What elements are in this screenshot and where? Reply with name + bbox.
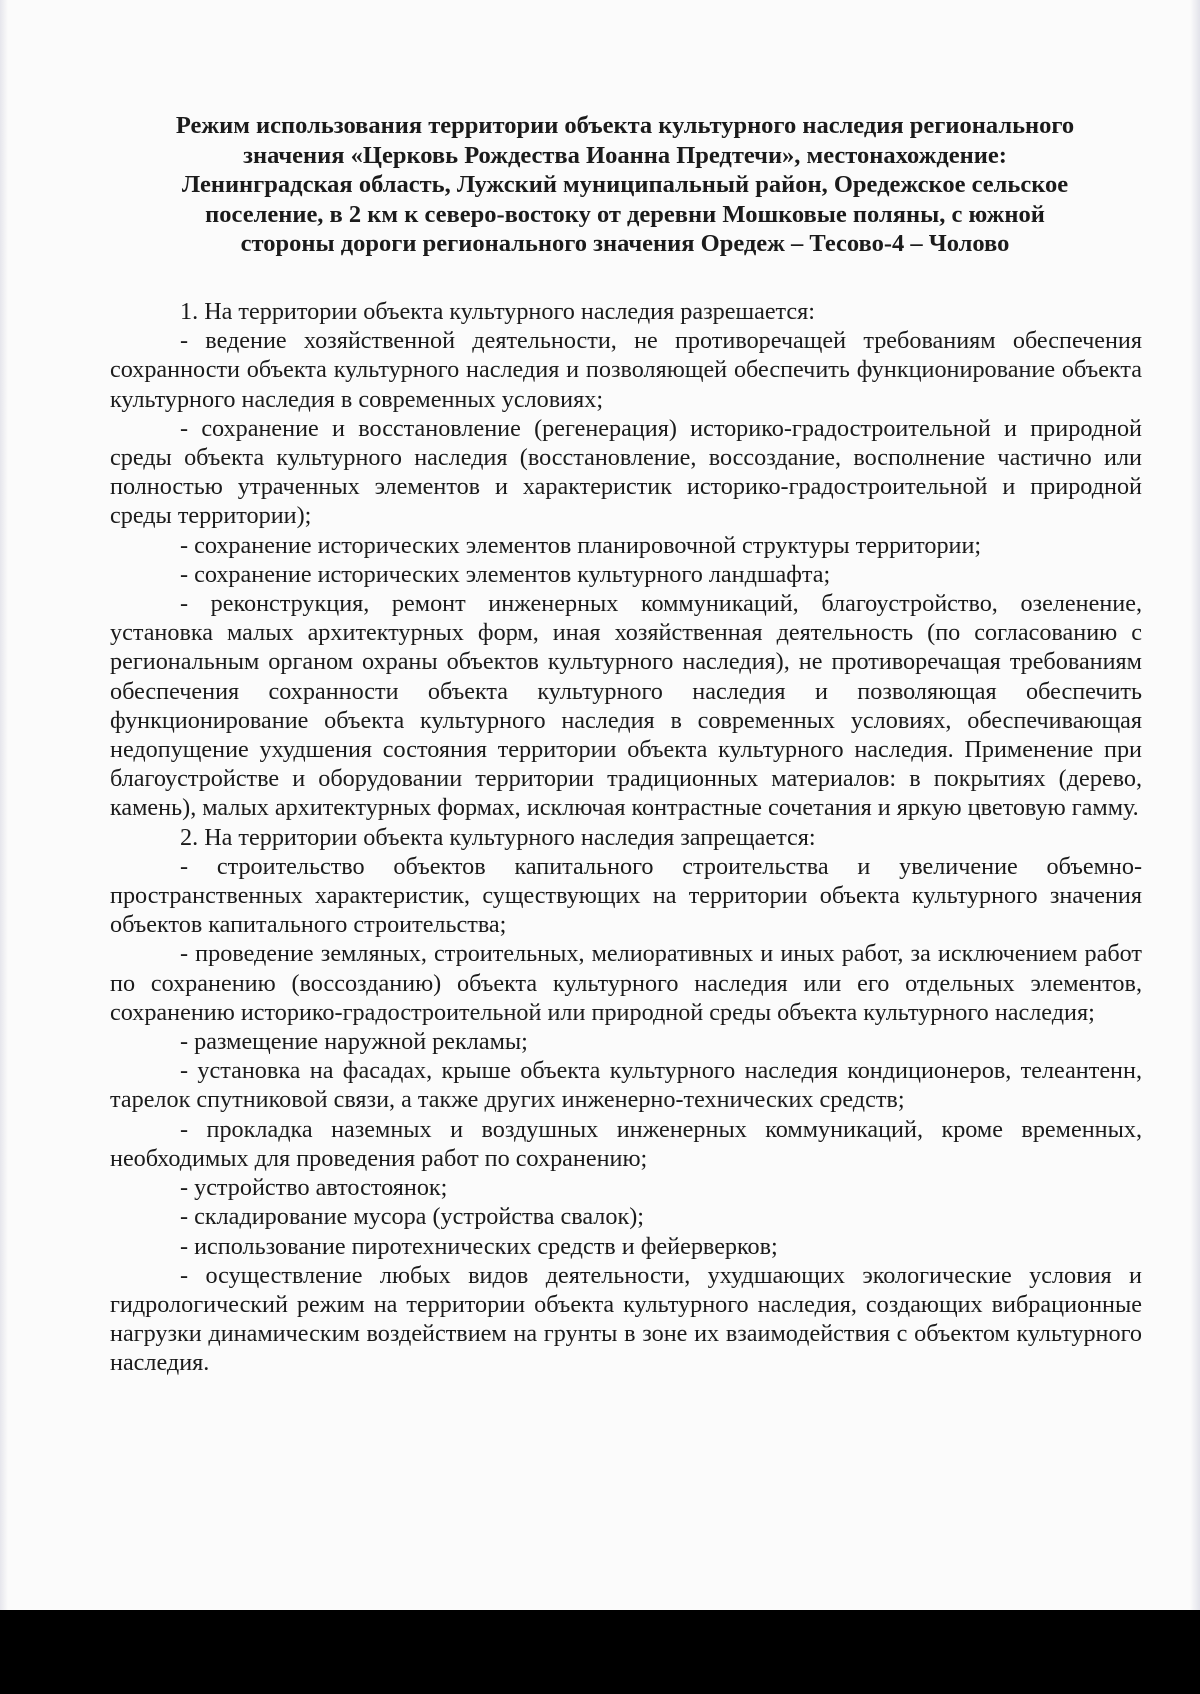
list-item: - реконструкция, ремонт инженерных коммуникаций, благоустройство, озеленение, установка малых архитектурных форм, иная хозяйственная деятельность (по согласованию с региональным органом охраны объектов культурного наследия), не противоречащая требованиям обеспечения сохранности объекта культурного наследия и позволяющая обеспечить функционирование объекта культурного наследия в современных условиях, обеспечивающая недопущение ухудшения состояния территории объекта культурного наследия. Применение при благоустройстве и оборудовании территории традиционных материалов: в покрытиях (дерево, камень), малых архитектурных формах, исключая контрастные сочетания и яркую цветовую гамму. bbox=[110, 590, 1142, 822]
list-item: - сохранение исторических элементов культурного ландшафта; bbox=[180, 560, 831, 588]
scan-left-edge bbox=[0, 0, 8, 1610]
title-line: стороны дороги регионального значения Оредеж – Тесово-4 – Чолово bbox=[240, 230, 1010, 257]
list-item: - строительство объектов капитального строительства и увеличение объемно-пространственных характеристик, существующих на территории объекта культурного значения объектов капитального строительства; bbox=[110, 852, 1142, 939]
document-title bbox=[110, 111, 1140, 259]
section-heading-allowed: 1. На территории объекта культурного наследия разрешается: bbox=[180, 298, 816, 325]
list-item: - устройство автостоянок; bbox=[180, 1174, 448, 1202]
title-line: Ленинградская область, Лужский муниципальный район, Оредежское сельское bbox=[181, 171, 1069, 198]
list-item: - установка на фасадах, крыше объекта культурного наследия кондиционеров, телеантенн, тарелок спутниковой связи, а также других инженерно-технических средств; bbox=[110, 1057, 1142, 1114]
document-body bbox=[110, 297, 1142, 1378]
list-item: - проведение земляных, строительных, мелиоративных и иных работ, за исключением работ по сохранению (воссозданию) объекта культурного наследия или его отдельных элементов, сохранению историко-градостроительной или природной среды объекта культурного наследия; bbox=[110, 940, 1142, 1026]
scan-bottom-border bbox=[0, 1610, 1200, 1694]
list-item: - размещение наружной рекламы; bbox=[180, 1028, 528, 1056]
list-item: - сохранение исторических элементов планировочной структуры территории; bbox=[180, 531, 982, 559]
list-item: - прокладка наземных и воздушных инженерных коммуникаций, кроме временных, необходимых для проведения работ по сохранению; bbox=[110, 1115, 1142, 1172]
section-heading-forbidden: 2. На территории объекта культурного наследия запрещается: bbox=[180, 823, 816, 851]
list-item: - сохранение и восстановление (регенерация) историко-градостроительной и природной среды объекта культурного наследия (восстановление, воссоздание, восполнение частично или полностью утраченных элементов и характеристик историко-градостроительной и природной среды территории); bbox=[110, 414, 1142, 530]
scan-right-edge bbox=[1190, 0, 1200, 1610]
list-item: - использование пиротехнических средств и фейерверков; bbox=[180, 1232, 778, 1260]
list-item: - складирование мусора (устройства свалок); bbox=[180, 1203, 644, 1231]
title-line: поселение, в 2 км к северо-востоку от деревни Мошковые поляны, с южной bbox=[205, 200, 1045, 228]
list-item: - ведение хозяйственной деятельности, не противоречащей требованиям обеспечения сохранности объекта культурного наследия и позволяющей обеспечить функционирование объекта культурного наследия в современных условиях; bbox=[110, 327, 1142, 413]
title-line: значения «Церковь Рождества Иоанна Предтечи», местонахождение: bbox=[243, 141, 1007, 169]
list-item: - осуществление любых видов деятельности, ухудшающих экологические условия и гидрологический режим на территории объекта культурного наследия, создающих вибрационные нагрузки динамическим воздействием на грунты в зоне их взаимодействия с объектом культурного наследия. bbox=[110, 1261, 1142, 1377]
title-line: Режим использования территории объекта культурного наследия регионального bbox=[175, 112, 1075, 139]
